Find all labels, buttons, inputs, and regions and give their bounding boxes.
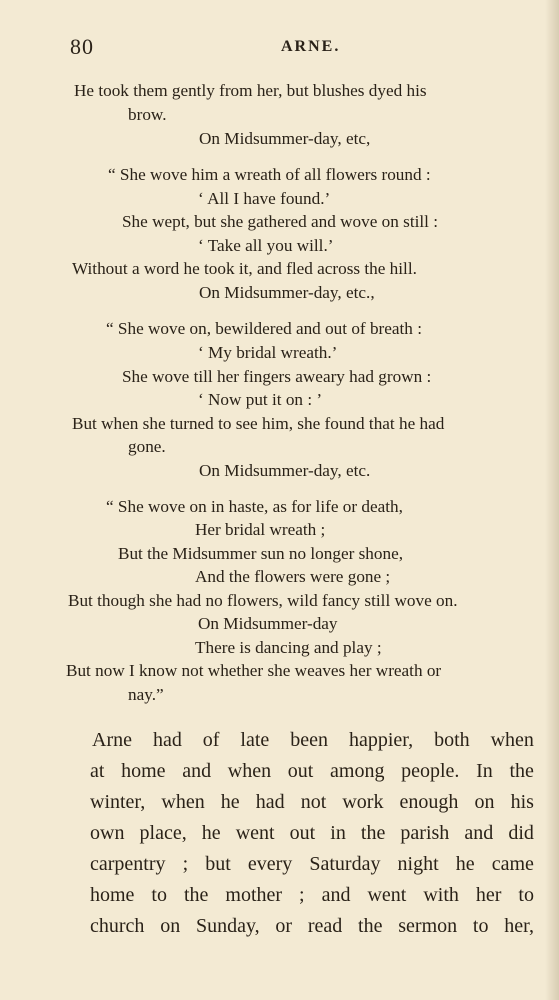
verse-line: She wove till her fingers aweary had grown : xyxy=(122,367,432,386)
word: people. xyxy=(401,760,460,782)
word: place, xyxy=(139,822,187,844)
verse-line: But the Midsummer sun no longer shone, xyxy=(118,544,404,563)
word: did xyxy=(508,822,534,844)
word: to xyxy=(151,884,167,906)
verse-line: ‘ My bridal wreath.’ xyxy=(198,343,338,362)
word: sermon xyxy=(398,915,458,937)
verse-line: On Midsummer-day, etc. xyxy=(199,461,371,480)
word: and xyxy=(182,760,212,782)
word: out xyxy=(287,760,314,782)
verse-line: There is dancing and play ; xyxy=(195,638,382,657)
word: been xyxy=(290,729,328,751)
word: to xyxy=(518,884,534,906)
word: and xyxy=(321,884,351,906)
word: at xyxy=(90,760,105,782)
word: Arne xyxy=(92,729,132,751)
word: with xyxy=(423,884,459,906)
word: had xyxy=(255,791,285,813)
verse-line: He took them gently from her, but blushes dyed his xyxy=(74,81,427,100)
verse-line: ‘ All I have found.’ xyxy=(198,189,331,208)
verse-line: ‘ Now put it on : ’ xyxy=(198,390,323,409)
verse-line: brow. xyxy=(128,105,167,124)
word: he xyxy=(220,791,240,813)
verse-line: ‘ Take all you will.’ xyxy=(198,236,334,255)
verse-line: But though she had no flowers, wild fancy still wove on. xyxy=(68,591,458,610)
word: had xyxy=(152,729,182,751)
word: her, xyxy=(504,915,534,937)
word: work xyxy=(342,791,384,813)
word: came xyxy=(491,853,534,875)
verse-line: nay.” xyxy=(128,685,164,704)
running-title: ARNE. xyxy=(281,38,341,55)
word: he xyxy=(455,853,475,875)
word: church xyxy=(90,915,145,937)
word: carpentry xyxy=(90,853,166,875)
word: late xyxy=(240,729,270,751)
word: went xyxy=(235,822,275,844)
word: the xyxy=(183,884,209,906)
word: to xyxy=(472,915,489,937)
word: he xyxy=(201,822,221,844)
prose-line xyxy=(90,788,534,816)
verse-line: On Midsummer-day, etc., xyxy=(199,283,375,302)
word: read xyxy=(307,915,343,937)
word: but xyxy=(205,853,231,875)
word: winter, xyxy=(90,791,146,813)
page-header xyxy=(0,34,559,64)
prose-line xyxy=(92,726,534,754)
verse-line: But now I know not whether she weaves her wreath or xyxy=(66,661,442,680)
verse-line: “ She wove him a wreath of all flowers round : xyxy=(108,165,431,184)
word: both xyxy=(434,729,470,751)
word: in xyxy=(330,822,346,844)
word: and xyxy=(464,822,494,844)
word: when xyxy=(490,729,534,751)
word: every xyxy=(247,853,293,875)
word: on xyxy=(160,915,181,937)
word: the xyxy=(360,822,386,844)
verse-line: On Midsummer-day, etc, xyxy=(199,129,371,148)
prose-line xyxy=(90,757,534,785)
word: Sunday, xyxy=(195,915,260,937)
word: ; xyxy=(299,884,305,906)
prose-line xyxy=(90,881,534,909)
word: or xyxy=(275,915,293,937)
prose-line xyxy=(90,912,534,940)
word: when xyxy=(161,791,205,813)
word: ; xyxy=(182,853,189,875)
word: home xyxy=(90,884,135,906)
word: among xyxy=(330,760,385,782)
verse-line: gone. xyxy=(128,437,166,456)
word: on xyxy=(474,791,495,813)
verse-line: But when she turned to see him, she found that he had xyxy=(72,414,445,433)
word: parish xyxy=(400,822,450,844)
word: when xyxy=(227,760,272,782)
word: night xyxy=(397,853,439,875)
word: mother xyxy=(225,884,283,906)
word: out xyxy=(289,822,316,844)
word: Saturday xyxy=(309,853,381,875)
verse-line: And the flowers were gone ; xyxy=(195,567,391,586)
word: home xyxy=(121,760,166,782)
word: the xyxy=(358,915,383,937)
verse-line: “ She wove on, bewildered and out of breath : xyxy=(106,319,422,338)
verse-line: Without a word he took it, and fled across the hill. xyxy=(72,259,417,278)
verse-line: “ She wove on in haste, as for life or death, xyxy=(106,497,403,516)
word: happier, xyxy=(348,729,414,751)
word: of xyxy=(202,729,220,751)
word: went xyxy=(367,884,407,906)
prose-line xyxy=(90,819,534,847)
word: his xyxy=(510,791,534,813)
verse-line: She wept, but she gathered and wove on still : xyxy=(122,212,438,231)
word: enough xyxy=(399,791,459,813)
word: not xyxy=(300,791,327,813)
word: own xyxy=(90,822,125,844)
page-edge-shadow xyxy=(545,0,559,1000)
page-number: 80 xyxy=(70,34,94,59)
verse-line: Her bridal wreath ; xyxy=(195,520,326,539)
verse-line: On Midsummer-day xyxy=(198,614,338,633)
word: the xyxy=(509,760,534,782)
word: her xyxy=(475,884,502,906)
prose-line xyxy=(90,850,534,878)
word: In xyxy=(476,760,493,782)
